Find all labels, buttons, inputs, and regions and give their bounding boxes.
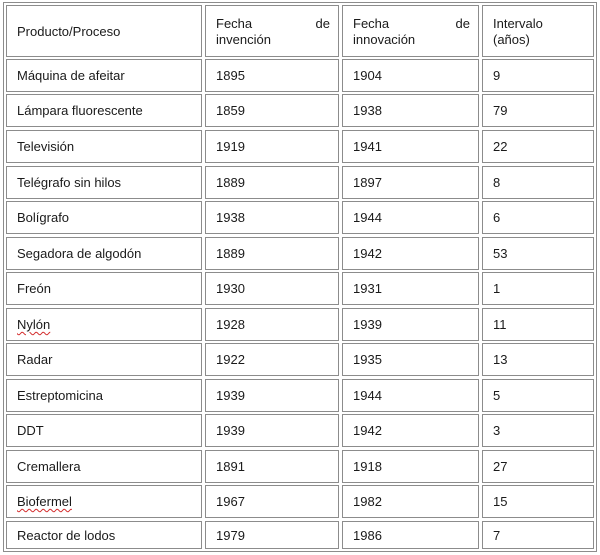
cell-interval — [482, 450, 594, 483]
invention-year: 1979 — [216, 527, 245, 543]
cell-interval — [482, 414, 594, 447]
table-row — [6, 450, 594, 483]
cell-interval — [482, 379, 594, 412]
interval-years: 11 — [493, 317, 507, 332]
cell-product — [6, 485, 202, 518]
header-innovation-word1: Fecha — [353, 16, 390, 31]
cell-product — [6, 343, 202, 376]
innovation-year: 1939 — [353, 317, 382, 332]
cell-product — [6, 308, 202, 341]
innovation-year: 1935 — [353, 352, 382, 367]
header-invention-date — [205, 5, 339, 57]
cell-invention-date — [205, 485, 339, 518]
cell-product — [6, 94, 202, 127]
cell-interval — [482, 130, 594, 163]
table-row — [6, 414, 594, 447]
cell-innovation-date — [342, 59, 479, 92]
cell-innovation-date — [342, 414, 479, 447]
interval-years: 13 — [493, 352, 508, 367]
product-name: Estreptomicina — [17, 388, 103, 403]
innovation-year: 1938 — [353, 103, 382, 118]
table-row — [6, 379, 594, 412]
product-name: Nylón — [17, 317, 51, 332]
cell-invention-date — [205, 450, 339, 483]
cell-product — [6, 237, 202, 270]
cell-invention-date — [205, 272, 339, 305]
header-invention-word2: de — [315, 16, 330, 31]
cell-invention-date — [205, 237, 339, 270]
innovation-year: 1931 — [353, 281, 382, 296]
table-row — [6, 343, 594, 376]
invention-year: 1967 — [216, 494, 245, 509]
interval-years: 8 — [493, 175, 501, 190]
product-name: DDT — [17, 423, 44, 438]
product-name: Cremallera — [17, 459, 81, 474]
interval-years: 15 — [493, 494, 508, 509]
cell-invention-date — [205, 130, 339, 163]
interval-years: 22 — [493, 139, 508, 154]
innovation-year: 1942 — [353, 423, 382, 438]
innovation-year: 1918 — [353, 459, 382, 474]
header-interval-line1: Intervalo — [493, 16, 543, 31]
product-name: Lámpara fluorescente — [17, 103, 143, 118]
cell-interval — [482, 94, 594, 127]
innovation-year: 1941 — [353, 139, 382, 154]
cell-invention-date — [205, 414, 339, 447]
cell-innovation-date — [342, 166, 479, 199]
header-interval-line2: (años) — [493, 32, 530, 47]
cell-interval — [482, 272, 594, 305]
header-product-label: Producto/Proceso — [17, 23, 121, 39]
cell-innovation-date — [342, 237, 479, 270]
cell-invention-date — [205, 343, 339, 376]
cell-interval — [482, 237, 594, 270]
interval-years: 5 — [493, 388, 501, 403]
cell-innovation-date — [342, 201, 479, 234]
cell-product — [6, 201, 202, 234]
cell-interval — [482, 485, 594, 518]
invention-year: 1891 — [216, 459, 245, 474]
interval-years: 6 — [493, 210, 501, 225]
header-innovation-line2: innovación — [353, 32, 416, 47]
header-innovation-date — [342, 5, 479, 57]
invention-innovation-table — [3, 2, 597, 552]
cell-invention-date — [205, 308, 339, 341]
table-row — [6, 94, 594, 127]
cell-product — [6, 166, 202, 199]
cell-invention-date — [205, 94, 339, 127]
cell-invention-date — [205, 166, 339, 199]
interval-years: 79 — [493, 103, 508, 118]
table-row — [6, 485, 594, 518]
table-row — [6, 237, 594, 270]
interval-years: 3 — [493, 423, 501, 438]
cell-product — [6, 272, 202, 305]
cell-interval — [482, 308, 594, 341]
cell-interval — [482, 59, 594, 92]
table-row — [6, 308, 594, 341]
innovation-year: 1944 — [353, 210, 382, 225]
cell-product — [6, 130, 202, 163]
innovation-year: 1982 — [353, 494, 382, 509]
cell-invention-date — [205, 379, 339, 412]
cell-product — [6, 59, 202, 92]
header-interval — [482, 5, 594, 57]
product-name: Máquina de afeitar — [17, 68, 125, 83]
product-name: Freón — [17, 281, 51, 296]
table-header-row — [6, 5, 594, 57]
cell-invention-date — [205, 201, 339, 234]
interval-years: 7 — [493, 527, 501, 543]
cell-innovation-date — [342, 94, 479, 127]
cell-innovation-date — [342, 485, 479, 518]
interval-years: 9 — [493, 68, 501, 83]
table-row — [6, 59, 594, 92]
invention-year: 1859 — [216, 103, 245, 118]
invention-year: 1889 — [216, 175, 245, 190]
cell-innovation-date — [342, 343, 479, 376]
invention-year: 1939 — [216, 388, 245, 403]
invention-year: 1928 — [216, 317, 245, 332]
invention-year: 1889 — [216, 246, 245, 261]
header-invention-word1: Fecha — [216, 16, 253, 31]
interval-years: 27 — [493, 459, 508, 474]
cell-innovation-date — [342, 379, 479, 412]
cell-innovation-date — [342, 308, 479, 341]
innovation-year: 1986 — [353, 527, 382, 543]
innovation-year: 1944 — [353, 388, 382, 403]
cell-interval — [482, 166, 594, 199]
innovation-year: 1897 — [353, 175, 382, 190]
header-product — [6, 5, 202, 57]
table-row — [6, 272, 594, 305]
cell-product — [6, 414, 202, 447]
table-row — [6, 521, 594, 549]
header-innovation-word2: de — [455, 16, 470, 31]
header-invention-line2: invención — [216, 32, 271, 47]
product-name: Reactor de lodos — [17, 527, 116, 543]
product-name: Bolígrafo — [17, 210, 70, 225]
cell-product — [6, 379, 202, 412]
invention-year: 1939 — [216, 423, 245, 438]
cell-product — [6, 521, 202, 549]
invention-year: 1895 — [216, 68, 245, 83]
cell-innovation-date — [342, 450, 479, 483]
cell-innovation-date — [342, 272, 479, 305]
product-name: Biofermel — [17, 494, 72, 509]
cell-interval — [482, 343, 594, 376]
invention-year: 1922 — [216, 352, 245, 367]
table-row — [6, 166, 594, 199]
cell-interval — [482, 521, 594, 549]
cell-interval — [482, 201, 594, 234]
cell-invention-date — [205, 521, 339, 549]
invention-year: 1919 — [216, 139, 245, 154]
product-name: Segadora de algodón — [17, 246, 142, 261]
product-name: Radar — [17, 352, 53, 367]
cell-innovation-date — [342, 521, 479, 549]
innovation-year: 1904 — [353, 68, 382, 83]
cell-innovation-date — [342, 130, 479, 163]
product-name: Televisión — [17, 139, 75, 154]
innovation-year: 1942 — [353, 246, 382, 261]
interval-years: 53 — [493, 246, 508, 261]
table-row — [6, 201, 594, 234]
interval-years: 1 — [493, 281, 501, 296]
invention-year: 1930 — [216, 281, 245, 296]
table-row — [6, 130, 594, 163]
invention-year: 1938 — [216, 210, 245, 225]
cell-product — [6, 450, 202, 483]
cell-invention-date — [205, 59, 339, 92]
product-name: Telégrafo sin hilos — [17, 175, 122, 190]
